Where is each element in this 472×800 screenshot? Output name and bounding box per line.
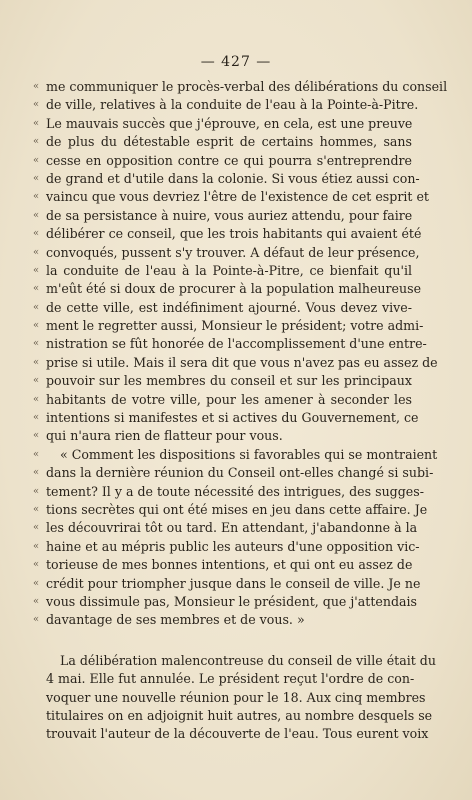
line-text: délibérer ce conseil, que les trois habitants qui avaient été — [46, 226, 422, 242]
line-text: de cette ville, est indéfiniment ajourné. Vous devez vive- — [46, 299, 412, 315]
line-text: tement? Il y a de toute nécessité des intrigues, des sugges- — [46, 483, 424, 499]
line-text: pouvoir sur les membres du conseil et sur les principaux — [46, 373, 412, 389]
quoted-paragraph-line — [33, 299, 412, 317]
quoted-paragraph-line — [33, 133, 412, 151]
quote-mark: « — [33, 356, 40, 368]
quoted-paragraph-line — [33, 354, 438, 372]
quoted-paragraph-2-line — [33, 483, 424, 501]
quote-mark: « — [33, 559, 40, 571]
quote-mark: « — [33, 283, 40, 295]
quote-mark: « — [33, 412, 40, 424]
text-block — [33, 78, 448, 744]
narrative-paragraph-line — [46, 652, 436, 670]
line-text: prise si utile. Mais il sera dit que vous n'avez pas eu assez de — [46, 354, 438, 370]
quote-mark: « — [33, 246, 40, 258]
quoted-paragraph-2-line — [33, 538, 420, 556]
line-text: tions secrètes qui ont été mises en jeu dans cette affaire. Je — [46, 501, 428, 517]
quote-mark: « — [33, 577, 40, 589]
narrative-paragraph-line — [46, 725, 429, 743]
line-text: davantage de ses membres et de vous. » — [46, 612, 305, 628]
quoted-paragraph-line — [33, 115, 413, 133]
quoted-paragraph-2-line — [33, 556, 413, 574]
quote-mark: « — [33, 136, 40, 148]
quote-mark: « — [33, 209, 40, 221]
line-text: ment le regretter aussi, Monsieur le président; votre admi- — [46, 318, 424, 334]
line-text: haine et au mépris public les auteurs d'une opposition vic- — [46, 538, 420, 554]
quoted-paragraph-line — [33, 225, 422, 243]
quote-mark: « — [33, 614, 40, 626]
line-text: de ville, relatives à la conduite de l'eau à la Pointe-à-Pitre. — [46, 97, 419, 113]
line-text: Le mauvais succès que j'éprouve, en cela, est une preuve — [46, 115, 413, 131]
line-text: de sa persistance à nuire, vous auriez attendu, pour faire — [46, 207, 413, 223]
quote-mark: « — [33, 595, 40, 607]
quoted-paragraph-2 — [33, 446, 438, 630]
line-text: vaincu que vous devriez l'être de l'existence de cet esprit et — [46, 189, 429, 205]
quoted-paragraph — [33, 78, 448, 446]
line-text: vous dissimule pas, Monsieur le président, que j'attendais — [46, 593, 418, 609]
line-text: Comment les dispositions si favorables qui se montraient — [71, 446, 438, 462]
line-text: voquer une nouvelle réunion pour le 18. Aux cinq membres — [46, 689, 426, 705]
line-text: de grand et d'utile dans la colonie. Si vous étiez aussi con- — [46, 170, 420, 186]
line-text: cesse en opposition contre ce qui pourra s'entreprendre — [46, 152, 412, 168]
quoted-paragraph-line — [33, 372, 412, 390]
quoted-paragraph-line — [33, 335, 427, 353]
line-text: nistration se fût honorée de l'accomplissement d'une entre- — [46, 336, 427, 352]
quoted-paragraph-line — [33, 207, 413, 225]
quoted-paragraph-line — [33, 170, 420, 188]
quote-mark: « — [33, 191, 40, 203]
quote-mark: « — [33, 430, 40, 442]
line-text: crédit pour triompher jusque dans le conseil de ville. Je ne — [46, 575, 421, 591]
quote-mark: « — [33, 485, 40, 497]
narrative-paragraph-line — [46, 670, 415, 688]
line-text: m'eût été si doux de procurer à la population malheureuse — [46, 281, 422, 297]
quote-mark: « — [33, 467, 40, 479]
line-text: trouvait l'auteur de la découverte de l'eau. Tous eurent voix — [46, 726, 429, 742]
quote-mark: « — [33, 375, 40, 387]
line-text: me communiquer le procès-verbal des délibérations du conseil — [46, 79, 448, 94]
line-text: de plus du détestable esprit de certains hommes, sans — [46, 134, 412, 150]
narrative-paragraph-line — [46, 689, 426, 707]
line-text: convoqués, pussent s'y trouver. A défaut de leur présence, — [46, 244, 420, 260]
quoted-paragraph-2-line — [33, 519, 418, 537]
line-text: qui n'aura rien de flatteur pour vous. — [46, 428, 283, 444]
quote-mark: « — [33, 172, 40, 184]
quote-mark: « — [33, 154, 40, 166]
line-text: la conduite de l'eau à la Pointe-à-Pitre, ce bienfait qu'il — [46, 262, 412, 278]
quoted-paragraph-2-line — [33, 611, 412, 629]
quoted-paragraph-2-line — [33, 575, 421, 593]
quoted-paragraph-line — [33, 391, 412, 409]
quote-mark: « — [33, 117, 40, 129]
quote-mark: « — [33, 320, 40, 332]
quote-mark: « — [33, 338, 40, 350]
quoted-paragraph-line — [33, 409, 419, 427]
line-text: La délibération malencontreuse du conseil de ville était du — [60, 652, 436, 668]
quote-mark: « — [33, 81, 40, 92]
page-number: — 427 — — [200, 54, 272, 70]
narrative-paragraph-line — [46, 707, 433, 725]
quoted-paragraph-line — [33, 244, 420, 262]
quoted-paragraph-line — [33, 96, 419, 114]
quoted-paragraph-2-line — [33, 464, 434, 482]
line-text: habitants de votre ville, pour les amener à seconder les — [46, 391, 412, 407]
quoted-paragraph-2-line — [33, 501, 428, 519]
quote-mark: « — [33, 448, 40, 460]
quoted-paragraph-2-line — [33, 446, 438, 464]
line-text: titulaires on en adjoignit huit autres, au nombre desquels se — [46, 707, 433, 723]
opening-quote-mark: « — [60, 446, 68, 462]
quote-mark: « — [33, 301, 40, 313]
quoted-paragraph-line — [33, 188, 429, 206]
line-text: les découvrirai tôt ou tard. En attendant, j'abandonne à la — [46, 520, 418, 536]
line-text: intentions si manifestes et si actives du Gouvernement, ce — [46, 410, 419, 426]
quote-mark: « — [33, 540, 40, 552]
quoted-paragraph-line — [33, 317, 424, 335]
quoted-paragraph-2-line — [33, 593, 418, 611]
quoted-paragraph-line — [33, 427, 412, 445]
quote-mark: « — [33, 393, 40, 405]
line-text: torieuse de mes bonnes intentions, et qui ont eu assez de — [46, 557, 413, 573]
quote-mark: « — [33, 522, 40, 534]
quote-mark: « — [33, 503, 40, 515]
quoted-paragraph-line — [33, 262, 412, 280]
narrative-paragraph — [46, 652, 436, 744]
quote-mark: « — [33, 99, 40, 111]
quoted-paragraph-line — [33, 280, 422, 298]
quoted-paragraph-line — [33, 78, 448, 96]
line-text: 4 mai. Elle fut annulée. Le président reçut l'ordre de con- — [46, 671, 415, 687]
paragraph-gap — [46, 630, 412, 652]
quote-mark: « — [33, 228, 40, 240]
line-text: dans la dernière réunion du Conseil ont-elles changé si subi- — [46, 465, 434, 481]
quote-mark: « — [33, 264, 40, 276]
quoted-paragraph-line — [33, 152, 412, 170]
